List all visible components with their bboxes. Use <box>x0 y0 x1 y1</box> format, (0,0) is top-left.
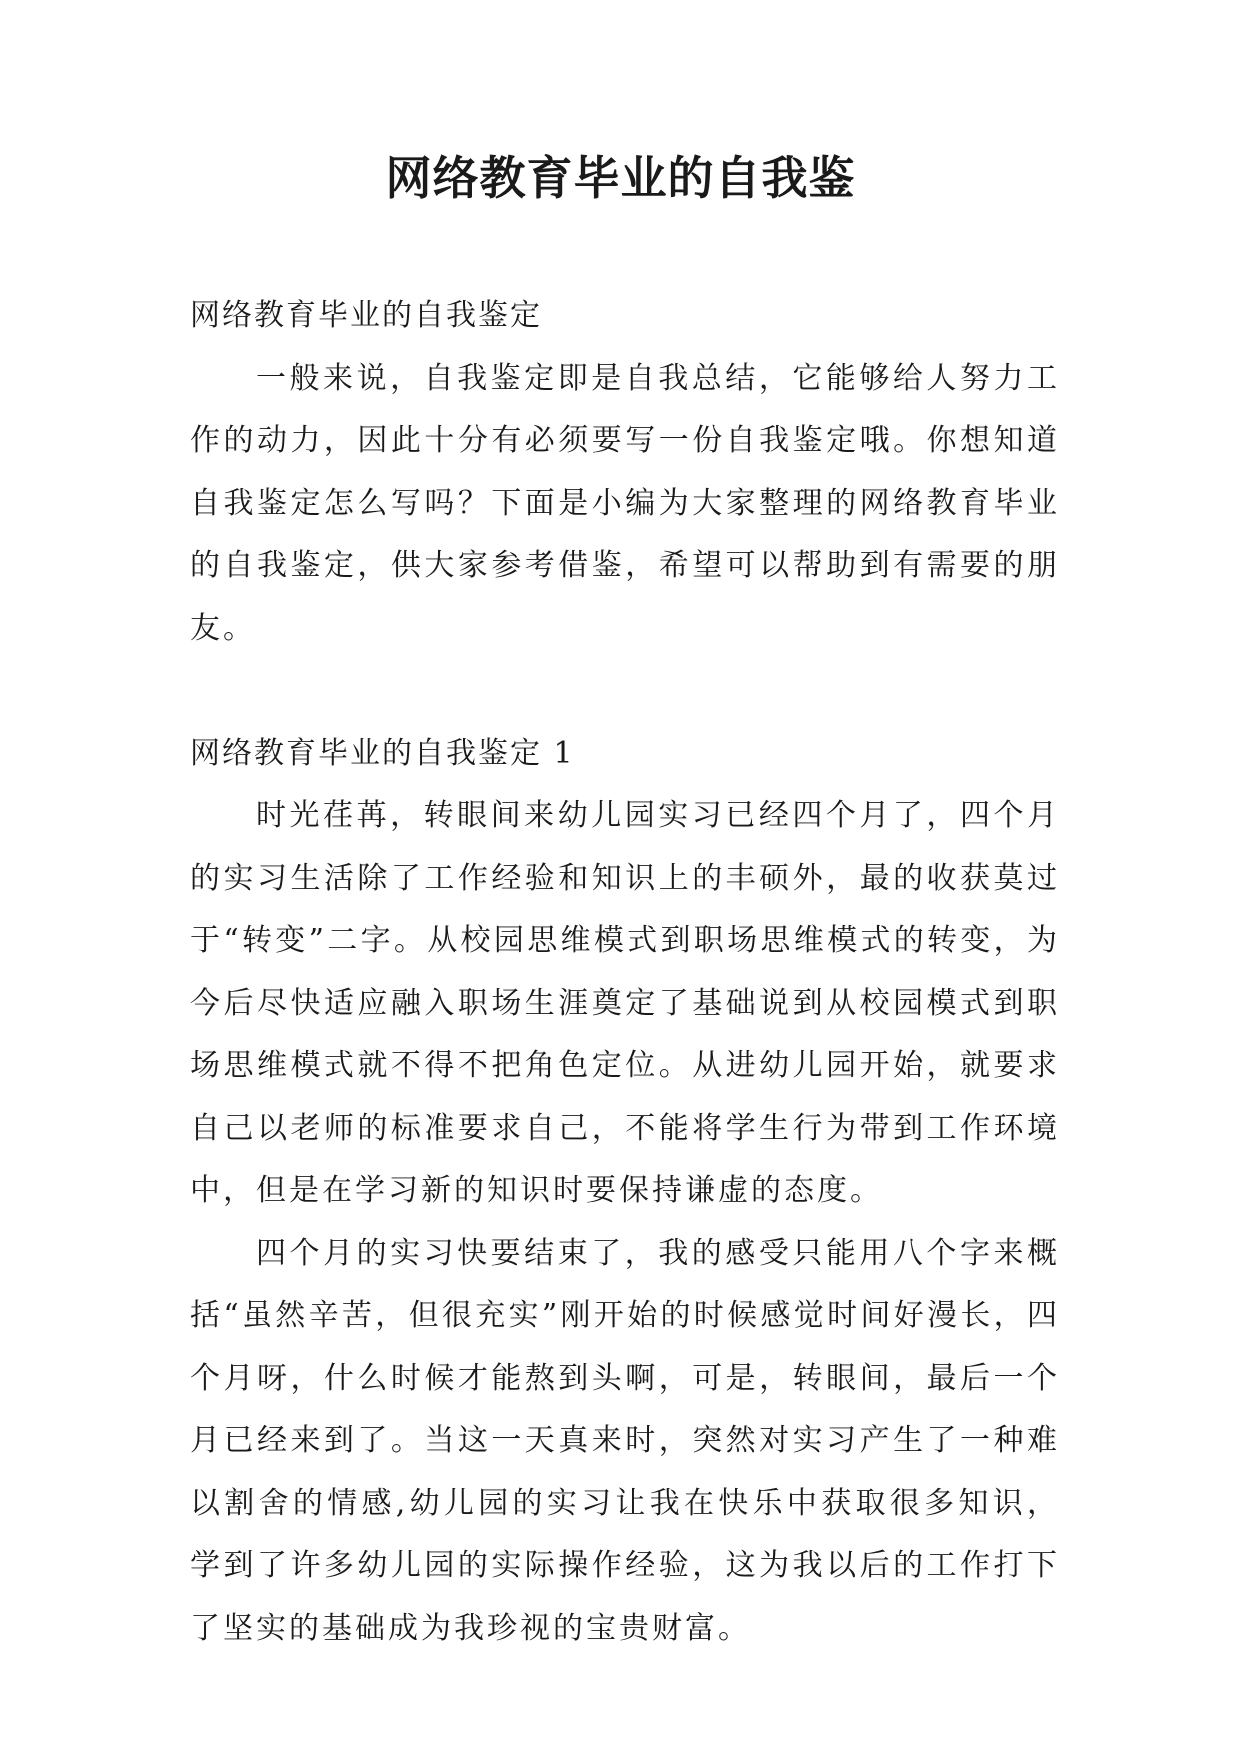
paragraph-spacer <box>190 660 1060 723</box>
section-1-heading: 网络教育毕业的自我鉴定 1 <box>190 735 575 771</box>
section-1-paragraph-1: 时光荏苒，转眼间来幼儿园实习已经四个月了，四个月的实习生活除了工作经验和知识上的丰硕外，最的收获莫过于“转变”二字。从校园思维模式到职场思维模式的转变，为今后尽快适应融入职场生涯奠定了基础说到从校园模式到职场思维模式就不得不把角色定位。从进幼儿园开始，就要求自己以老师的标准要求自己，不能将学生行为带到工作环境中，但是在学习新的知识时要保持谦虚的态度。 <box>190 798 1060 1208</box>
intro-heading: 网络教育毕业的自我鉴定 <box>190 298 542 333</box>
document-title: 网络教育毕业的自我鉴 <box>385 151 856 205</box>
document-body <box>190 285 1060 1660</box>
intro-paragraph: 一般来说，自我鉴定即是自我总结，它能够给人努力工作的动力，因此十分有必须要写一份自我鉴定哦。你想知道自我鉴定怎么写吗？下面是小编为大家整理的网络教育毕业的自我鉴定，供大家参考借鉴，希望可以帮助到有需要的朋友。 <box>190 360 1060 646</box>
section-1-paragraph-2: 四个月的实习快要结束了，我的感受只能用八个字来概括“虽然辛苦，但很充实”刚开始的时候感觉时间好漫长，四个月呀，什么时候才能熬到头啊，可是，转眼间，最后一个月已经来到了。当这一天真来时，突然对实习产生了一种难以割舍的情感,幼儿园的实习让我在快乐中获取很多知识，学到了许多幼儿园的实际操作经验，这为我以后的工作打下了坚实的基础成为我珍视的宝贵财富。 <box>190 1235 1060 1646</box>
